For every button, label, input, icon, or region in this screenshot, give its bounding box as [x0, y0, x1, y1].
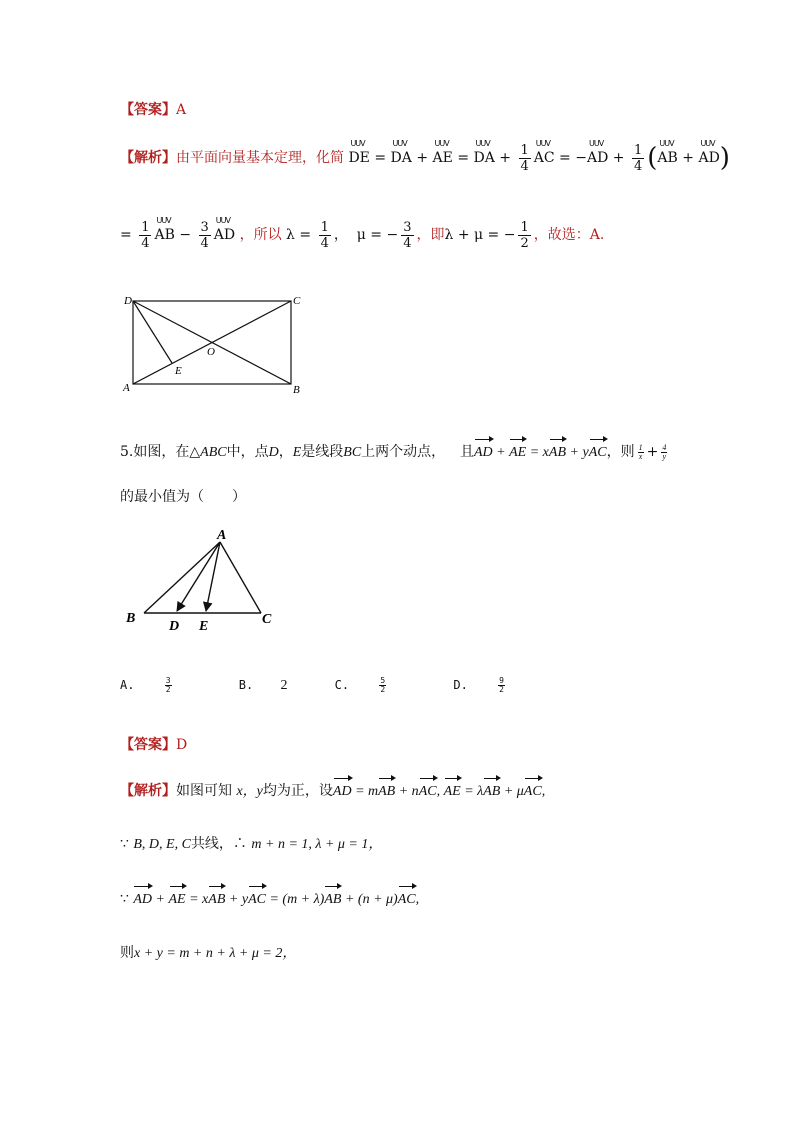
- stem-triangle: ABC: [200, 445, 227, 460]
- label-c: C: [262, 612, 272, 627]
- label-e: E: [175, 365, 182, 377]
- sum-eq: λ + μ = − $\frac{1}{2}$: [444, 219, 529, 251]
- vector-sum-equation: AD + AE = xAB + yAC = (m + λ)AB + (n + μ)AC,: [133, 892, 419, 907]
- option-b[interactable]: [239, 678, 308, 694]
- label-e: E: [199, 619, 209, 634]
- because-symbol: ∵: [120, 836, 129, 852]
- label-d: D: [169, 619, 180, 634]
- lambda-eq: λ = $\frac{1}{4}$ ， μ = − $\frac{3}{4}$: [286, 219, 412, 251]
- answer-value: D: [176, 737, 188, 753]
- problem-5-line-2: [120, 486, 246, 506]
- problem-5-line-1: [120, 441, 445, 461]
- analysis-label: 【解析】: [120, 783, 176, 799]
- analysis-intro: 由平面向量基本定理，化简: [176, 150, 344, 166]
- option-c-letter: C.: [334, 678, 350, 692]
- option-d-value: $\frac{9}{2}$: [499, 676, 504, 694]
- analysis-2-line-1: [120, 775, 545, 800]
- side-ac: [220, 542, 261, 613]
- answer-value: A: [176, 102, 187, 118]
- option-d-letter: D.: [453, 678, 468, 692]
- analysis-label: 【解析】: [120, 150, 176, 166]
- options-row: [120, 677, 565, 694]
- formula-1: UUV DE = UUV DA + UUV AE = UUV DA + $\frac{1}{4}$ UUV AC = −UUV AD + $\frac{1}{4}$ (UUV AB + UUV AD): [348, 150, 730, 166]
- analysis-so: ，所以: [239, 227, 282, 243]
- figure-triangle: [120, 522, 280, 634]
- analysis-conclusion: ，故选：A.: [533, 227, 605, 243]
- stem-segment-bc: BC: [343, 445, 362, 460]
- analysis-2-line-2: [120, 833, 382, 853]
- vector-condition: AD + AE = xAB + yAC: [474, 445, 607, 460]
- collinear-points: B, D, E, C: [133, 837, 191, 852]
- stem-point-e: E: [292, 445, 302, 460]
- problem-number: 5.: [120, 444, 134, 460]
- stem-text-6: 且: [460, 444, 474, 460]
- label-o: O: [207, 346, 215, 358]
- option-d[interactable]: [453, 677, 545, 694]
- label-c: C: [293, 295, 301, 307]
- analysis-text-2: 均为正，设: [262, 783, 333, 799]
- option-a[interactable]: [120, 677, 212, 694]
- option-c-value: $\frac{5}{2}$: [380, 676, 386, 694]
- label-a: A: [123, 382, 130, 394]
- answer-line-2: [120, 734, 187, 754]
- label-a: A: [217, 528, 227, 543]
- because-symbol-2: ∵: [120, 891, 129, 907]
- frac-4-over-y: $\frac{4}{y}$: [662, 442, 667, 461]
- analysis-ie: ，即: [416, 227, 445, 243]
- option-b-value: 2: [280, 678, 288, 693]
- analysis-1-line-1: [120, 140, 730, 173]
- label-b: B: [293, 384, 300, 396]
- answer-label: 【答案】: [120, 737, 176, 753]
- stem-point-d: D: [268, 445, 279, 460]
- stem-text-7: ，则: [606, 444, 635, 460]
- vector-setup: AD = mAB + nAC, AE = λAB + μAC,: [333, 784, 545, 799]
- analysis-2-line-4: [120, 942, 296, 962]
- figure-rectangle: [118, 292, 308, 400]
- option-c[interactable]: [335, 677, 427, 694]
- stem-text-1: 如图，在△: [133, 444, 201, 460]
- answer-line-1: [120, 99, 186, 119]
- problem-5-line-1-cond: 且AD + AE = xAB + yAC，则 $\frac{1}{x}$ + $\frac{4}{y}$: [460, 436, 670, 461]
- frac-1-over-x: $\frac{1}{x}$: [638, 442, 643, 461]
- analysis-vars: x，y: [236, 784, 263, 799]
- sum-equations: m + n = 1, λ + μ = 1，: [251, 837, 383, 852]
- analysis-1-line-2: [120, 217, 604, 250]
- analysis-text-1: 如图可知: [176, 783, 232, 799]
- option-b-letter: B.: [238, 678, 254, 692]
- label-b: B: [126, 611, 136, 626]
- label-d: D: [124, 295, 132, 307]
- final-equation: x + y = m + n + λ + μ = 2，: [134, 946, 297, 961]
- stem-text-2: 中，点: [226, 444, 269, 460]
- stem-text-5: 上两个动点，: [361, 444, 446, 460]
- stem-text-3: ，: [278, 444, 293, 460]
- collinear-text: 共线，∴: [190, 836, 247, 852]
- analysis-2-line-3: [120, 883, 419, 908]
- then-text: 则: [120, 945, 134, 961]
- stem-question: 的最小值为（ ）: [120, 489, 246, 505]
- option-a-value: $\frac{3}{2}$: [165, 676, 171, 694]
- option-a-letter: A.: [120, 678, 135, 692]
- formula-2: = $\frac{1}{4}$ UUV AB − $\frac{3}{4}$ UUV AD: [120, 227, 240, 243]
- segment-de: [133, 301, 172, 363]
- answer-label: 【答案】: [120, 102, 176, 118]
- stem-text-4: 是线段: [301, 444, 344, 460]
